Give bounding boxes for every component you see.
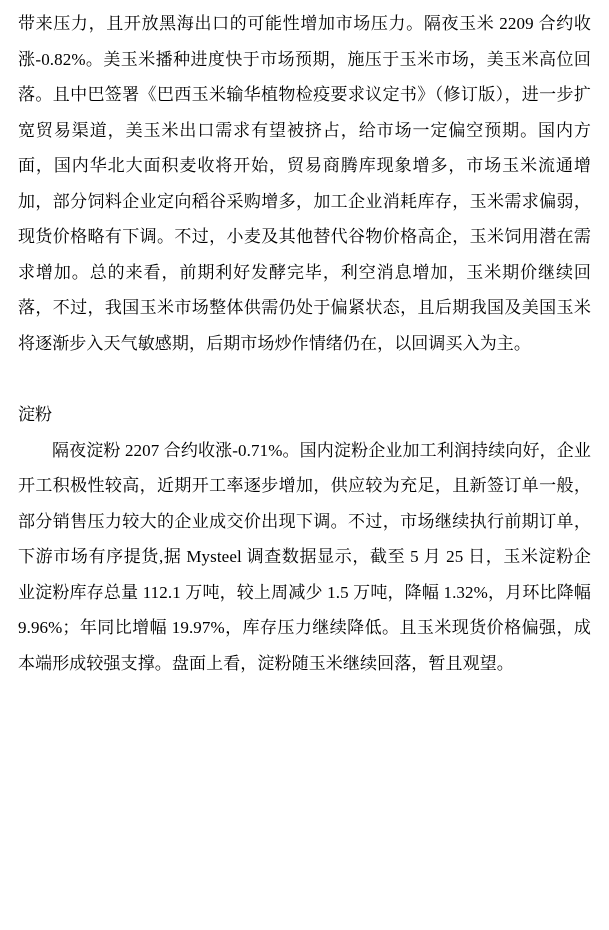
starch-paragraph: 隔夜淀粉 2207 合约收涨-0.71%。国内淀粉企业加工利润持续向好，企业开工积极性较高，近期开工率逐步增加，供应较为充足，且新签订单一般，部分销售压力较大的企业成交价出现下调。不过，市场继续执行前期订单，下游市场有序提货,据 Mysteel 调查数据显示，截至 5 月 25 日，玉米淀粉企业淀粉库存总量 112.1 万吨，较上周减少 1.5 万吨，降幅 1.32%，月环比降幅 9.96%；年同比增幅 19.97%，库存压力继续降低。且玉米现货价格偏强，成本端形成较强支撑。盘面上看，淀粉随玉米继续回落，暂且观望。 [18,440,591,673]
starch-section-heading: 淀粉 [18,405,52,424]
paragraph-spacer [18,361,591,397]
corn-paragraph: 带来压力，且开放黑海出口的可能性增加市场压力。隔夜玉米 2209 合约收涨-0.82%。美玉米播种进度快于市场预期，施压于玉米市场，美玉米高位回落。且中巴签署《巴西玉米输华植物检疫要求议定书》（修订版），进一步扩宽贸易渠道，美玉米出口需求有望被挤占，给市场一定偏空预期。国内方面，国内华北大面积麦收将开始，贸易商腾库现象增多，市场玉米流通增加，部分饲料企业定向稻谷采购增多，加工企业消耗库存，玉米需求偏弱，现货价格略有下调。不过，小麦及其他替代谷物价格高企，玉米饲用潜在需求增加。总的来看，前期利好发酵完毕，利空消息增加，玉米期价继续回落，不过，我国玉米市场整体供需仍处于偏紧状态，且后期我国及美国玉米将逐渐步入天气敏感期，后期市场炒作情绪仍在，以回调买入为主。 [18,14,591,353]
